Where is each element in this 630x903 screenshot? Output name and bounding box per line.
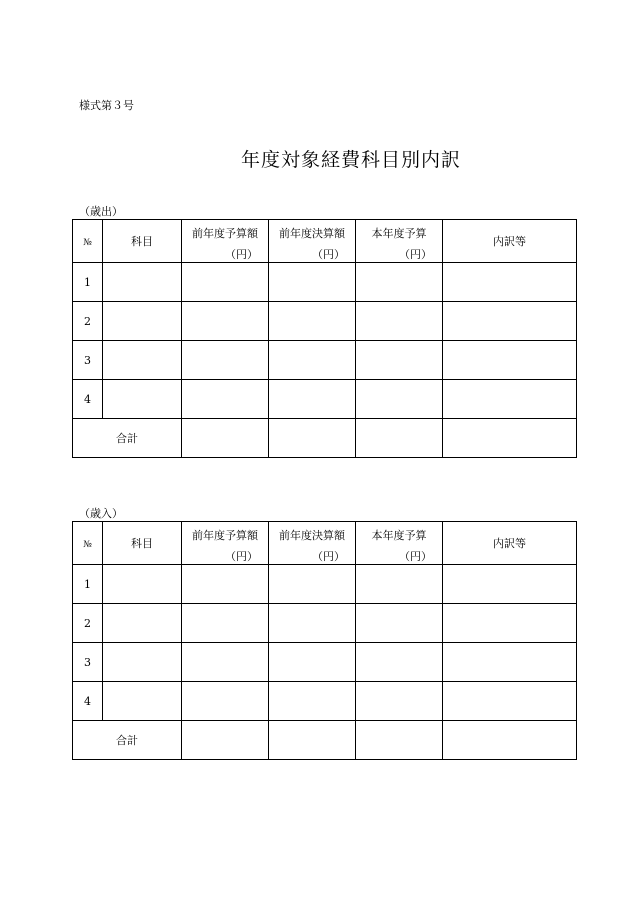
current-budget-cell[interactable] (356, 682, 443, 721)
total-prev-budget-cell[interactable] (182, 721, 269, 760)
total-breakdown-cell[interactable] (443, 419, 577, 458)
header-subject: 科目 (103, 522, 182, 565)
total-row (73, 721, 577, 760)
subject-cell[interactable] (103, 604, 182, 643)
prev-budget-cell[interactable] (182, 302, 269, 341)
subject-cell[interactable] (103, 380, 182, 419)
total-label: 合計 (73, 721, 182, 760)
row-number: 2 (73, 302, 103, 341)
prev-budget-cell[interactable] (182, 604, 269, 643)
subject-cell[interactable] (103, 302, 182, 341)
header-no: № (73, 522, 103, 565)
prev-settlement-cell[interactable] (269, 341, 356, 380)
prev-settlement-cell[interactable] (269, 682, 356, 721)
breakdown-cell[interactable] (443, 380, 577, 419)
revenue-table (72, 521, 577, 760)
prev-budget-cell[interactable] (182, 565, 269, 604)
row-number: 1 (73, 565, 103, 604)
header-subject: 科目 (103, 220, 182, 263)
prev-budget-cell[interactable] (182, 682, 269, 721)
table-header-row (73, 522, 577, 565)
header-prev-settlement: 前年度決算額 （円） (269, 220, 356, 263)
total-prev-budget-cell[interactable] (182, 419, 269, 458)
table-row (73, 604, 577, 643)
subject-cell[interactable] (103, 682, 182, 721)
breakdown-cell[interactable] (443, 682, 577, 721)
table-row (73, 263, 577, 302)
total-current-budget-cell[interactable] (356, 419, 443, 458)
row-number: 3 (73, 341, 103, 380)
expenditure-table (72, 219, 577, 458)
breakdown-cell[interactable] (443, 604, 577, 643)
prev-settlement-cell[interactable] (269, 263, 356, 302)
prev-settlement-cell[interactable] (269, 565, 356, 604)
prev-settlement-cell[interactable] (269, 302, 356, 341)
current-budget-cell[interactable] (356, 604, 443, 643)
row-number: 3 (73, 643, 103, 682)
table-row (73, 341, 577, 380)
current-budget-cell[interactable] (356, 341, 443, 380)
subject-cell[interactable] (103, 565, 182, 604)
total-row (73, 419, 577, 458)
header-current-budget: 本年度予算 （円） (356, 220, 443, 263)
breakdown-cell[interactable] (443, 263, 577, 302)
form-number: 様式第３号 (79, 99, 134, 112)
section-label-revenue: （歳入） (79, 507, 123, 520)
breakdown-cell[interactable] (443, 643, 577, 682)
total-label: 合計 (73, 419, 182, 458)
table-row (73, 565, 577, 604)
header-breakdown: 内訳等 (443, 522, 577, 565)
prev-budget-cell[interactable] (182, 341, 269, 380)
row-number: 2 (73, 604, 103, 643)
current-budget-cell[interactable] (356, 302, 443, 341)
header-prev-budget: 前年度予算額 （円） (182, 220, 269, 263)
prev-budget-cell[interactable] (182, 380, 269, 419)
current-budget-cell[interactable] (356, 643, 443, 682)
current-budget-cell[interactable] (356, 565, 443, 604)
document-title: 年度対象経費科目別内訳 (241, 149, 462, 171)
section-label-expenditure: （歳出） (79, 205, 123, 218)
header-breakdown: 内訳等 (443, 220, 577, 263)
breakdown-cell[interactable] (443, 565, 577, 604)
row-number: 4 (73, 682, 103, 721)
row-number: 1 (73, 263, 103, 302)
subject-cell[interactable] (103, 643, 182, 682)
header-prev-budget: 前年度予算額 （円） (182, 522, 269, 565)
total-prev-settlement-cell[interactable] (269, 419, 356, 458)
breakdown-cell[interactable] (443, 341, 577, 380)
current-budget-cell[interactable] (356, 380, 443, 419)
total-prev-settlement-cell[interactable] (269, 721, 356, 760)
prev-budget-cell[interactable] (182, 643, 269, 682)
total-current-budget-cell[interactable] (356, 721, 443, 760)
header-no: № (73, 220, 103, 263)
table-row (73, 682, 577, 721)
header-prev-settlement: 前年度決算額 （円） (269, 522, 356, 565)
prev-settlement-cell[interactable] (269, 643, 356, 682)
prev-budget-cell[interactable] (182, 263, 269, 302)
table-row (73, 643, 577, 682)
total-breakdown-cell[interactable] (443, 721, 577, 760)
prev-settlement-cell[interactable] (269, 604, 356, 643)
table-header-row (73, 220, 577, 263)
subject-cell[interactable] (103, 263, 182, 302)
header-current-budget: 本年度予算 （円） (356, 522, 443, 565)
breakdown-cell[interactable] (443, 302, 577, 341)
subject-cell[interactable] (103, 341, 182, 380)
current-budget-cell[interactable] (356, 263, 443, 302)
table-row (73, 302, 577, 341)
row-number: 4 (73, 380, 103, 419)
table-row (73, 380, 577, 419)
prev-settlement-cell[interactable] (269, 380, 356, 419)
